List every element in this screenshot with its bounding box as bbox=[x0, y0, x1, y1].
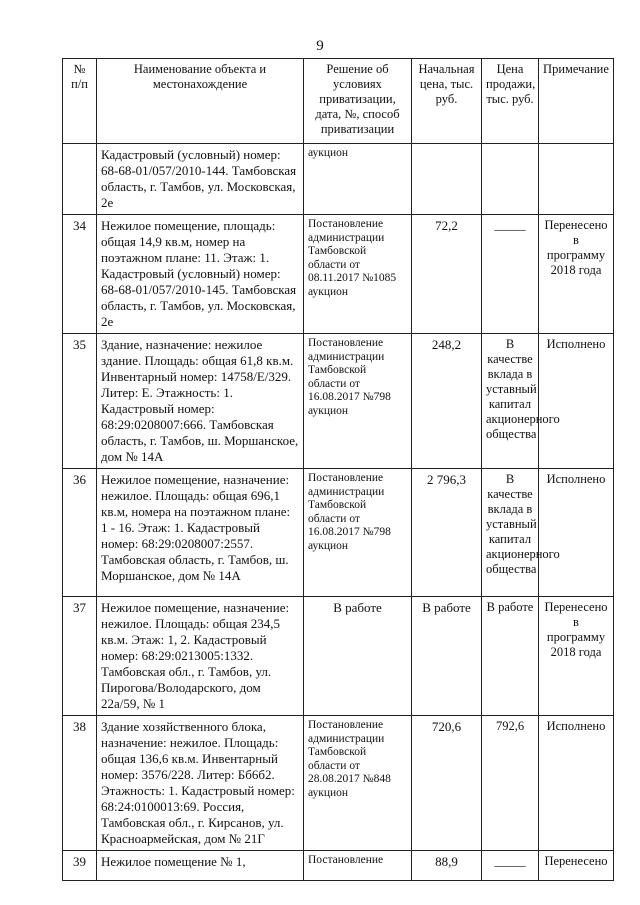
row-name: Нежилое помещение № 1, bbox=[97, 851, 304, 881]
row-note: Исполнено bbox=[539, 334, 614, 469]
header-note: Примечание bbox=[539, 59, 614, 144]
row-sale-price: 792,6 bbox=[482, 716, 539, 851]
row-note bbox=[539, 144, 614, 215]
table-row bbox=[63, 334, 614, 469]
privatization-table bbox=[62, 58, 614, 881]
table-row bbox=[63, 716, 614, 851]
row-sale-price bbox=[482, 144, 539, 215]
row-name: Кадастровый (условный) номер: 68-68-01/057/2010-144. Тамбовская область, г. Тамбов, ул. Московская, 2е bbox=[97, 144, 304, 215]
header-sale-price: Цена продажи, тыс. руб. bbox=[482, 59, 539, 144]
row-start-price: В работе bbox=[412, 597, 482, 716]
row-num: 37 bbox=[63, 597, 97, 716]
table-header-row bbox=[63, 59, 614, 144]
row-decision: аукцион bbox=[304, 144, 412, 215]
header-start-price: Начальная цена, тыс. руб. bbox=[412, 59, 482, 144]
row-note: Исполнено bbox=[539, 469, 614, 597]
row-decision: Постановление администрации Тамбовской области от 08.11.2017 №1085 аукцион bbox=[304, 215, 412, 334]
row-num: 34 bbox=[63, 215, 97, 334]
row-note: Перенесено в программу 2018 года bbox=[539, 597, 614, 716]
table-row bbox=[63, 144, 614, 215]
header-name: Наименование объекта и местонахождение bbox=[97, 59, 304, 144]
row-num: 36 bbox=[63, 469, 97, 597]
row-decision: В работе bbox=[304, 597, 412, 716]
row-start-price bbox=[412, 144, 482, 215]
page-number: 9 bbox=[316, 38, 324, 54]
table-row bbox=[63, 469, 614, 597]
row-num: 38 bbox=[63, 716, 97, 851]
row-decision: Постановление администрации Тамбовской области от 16.08.2017 №798 аукцион bbox=[304, 469, 412, 597]
row-name: Нежилое помещение, площадь: общая 14,9 кв.м, номер на поэтажном плане: 11. Этаж: 1. Кадастровый (условный) номер: 68-68-01/057/2010-145. Тамбовская область, г. Тамбов, ул. Московская, 2е bbox=[97, 215, 304, 334]
row-start-price: 72,2 bbox=[412, 215, 482, 334]
row-decision: Постановление администрации Тамбовской области от 28.08.2017 №848 аукцион bbox=[304, 716, 412, 851]
row-start-price: 88,9 bbox=[412, 851, 482, 881]
row-sale-price: _____ bbox=[482, 851, 539, 881]
row-name: Здание хозяйственного блока, назначение: нежилое. Площадь: общая 136,6 кв.м. Инвентарный номер: 3576/228. Литер: Бб6б2. Этажность: 1. Кадастровый номер: 68:24:0100013:69. Россия, Тамбовская обл., г. Кирсанов, ул. Красноармейская, дом № 21Г bbox=[97, 716, 304, 851]
header-num: № п/п bbox=[63, 59, 97, 144]
row-note: Перенесено bbox=[539, 851, 614, 881]
row-start-price: 2 796,3 bbox=[412, 469, 482, 597]
row-note: Перенесено в программу 2018 года bbox=[539, 215, 614, 334]
row-decision: Постановление bbox=[304, 851, 412, 881]
row-num: 35 bbox=[63, 334, 97, 469]
header-decision: Решение об условиях приватизации, дата, №, способ приватизации bbox=[304, 59, 412, 144]
row-note: Исполнено bbox=[539, 716, 614, 851]
row-start-price: 720,6 bbox=[412, 716, 482, 851]
row-sale-price: _____ bbox=[482, 215, 539, 334]
row-num bbox=[63, 144, 97, 215]
row-num: 39 bbox=[63, 851, 97, 881]
row-start-price: 248,2 bbox=[412, 334, 482, 469]
table-row bbox=[63, 851, 614, 881]
row-sale-price: В работе bbox=[482, 597, 539, 716]
table-row bbox=[63, 215, 614, 334]
row-sale-price: В качестве вклада в уставный капитал акционерного общества bbox=[482, 469, 539, 597]
row-name: Нежилое помещение, назначение: нежилое. Площадь: общая 234,5 кв.м. Этаж: 1, 2. Кадастровый номер: 68:29:0213005:1332. Тамбовская обл., г. Тамбов, ул. Пирогова/Володарского, дом 22а/59, № 1 bbox=[97, 597, 304, 716]
row-sale-price: В качестве вклада в уставный капитал акционерного общества bbox=[482, 334, 539, 469]
row-name: Здание, назначение: нежилое здание. Площадь: общая 61,8 кв.м. Инвентарный номер: 14758/Е/329. Литер: Е. Этажность: 1. Кадастровый номер: 68:29:0208007:666. Тамбовская область, г. Тамбов, ш. Моршанское, дом № 14А bbox=[97, 334, 304, 469]
row-name: Нежилое помещение, назначение: нежилое. Площадь: общая 696,1 кв.м, номера на поэтажном плане: 1 - 16. Этаж: 1. Кадастровый номер: 68:29:0208007:2557. Тамбовская область, г. Тамбов, ш. Моршанское, дом № 14А bbox=[97, 469, 304, 597]
row-decision: Постановление администрации Тамбовской области от 16.08.2017 №798 аукцион bbox=[304, 334, 412, 469]
table-row bbox=[63, 597, 614, 716]
